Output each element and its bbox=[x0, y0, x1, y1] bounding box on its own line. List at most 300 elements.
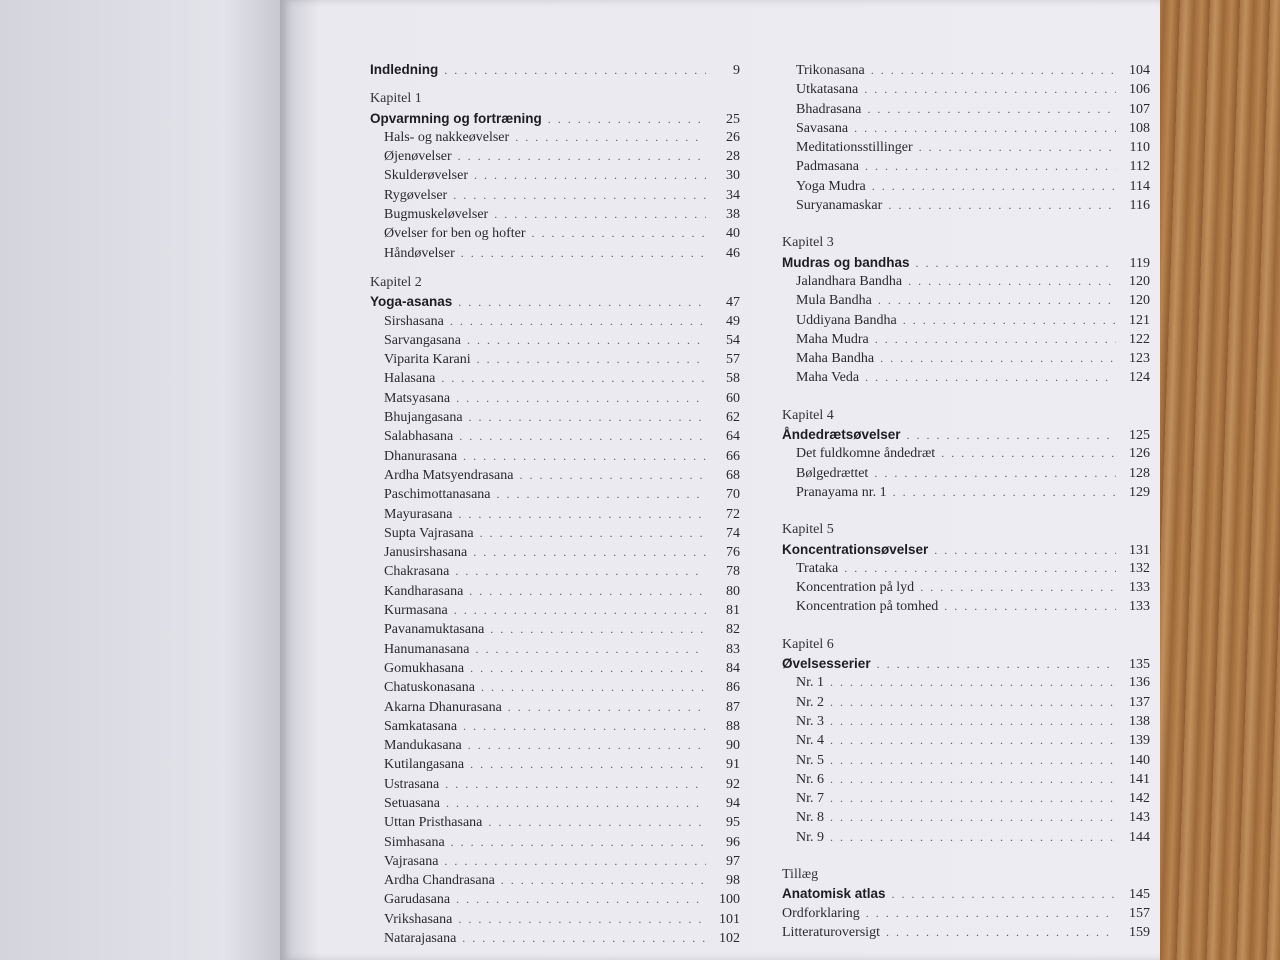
toc-page-number: 157 bbox=[1129, 905, 1150, 921]
toc-page-number: 101 bbox=[719, 911, 740, 927]
toc-page-number: 139 bbox=[1129, 733, 1150, 749]
toc-entry bbox=[370, 892, 740, 911]
toc-chapter-heading bbox=[782, 656, 1150, 675]
toc-entry-title: Nr. 4 bbox=[796, 733, 824, 749]
toc-entry-title: Indledning bbox=[370, 62, 439, 77]
toc-entry-title: Chatuskonasana bbox=[384, 680, 475, 696]
left-book-page bbox=[0, 0, 280, 960]
toc-page-number: 107 bbox=[1129, 101, 1150, 117]
toc-page-number: 78 bbox=[726, 564, 740, 580]
toc-entry-title: Hals- og nakkeøvelser bbox=[384, 129, 510, 145]
toc-page-number: 131 bbox=[1129, 542, 1150, 558]
toc-page-number: 125 bbox=[1129, 428, 1150, 444]
toc-leader-dots bbox=[441, 371, 706, 386]
toc-entry bbox=[370, 564, 740, 583]
toc-entry bbox=[370, 149, 740, 168]
toc-leader-dots bbox=[919, 140, 1116, 155]
toc-left-column bbox=[370, 62, 740, 950]
toc-entry-title: Uttan Pristhasana bbox=[384, 815, 483, 831]
toc-leader-dots bbox=[548, 112, 706, 127]
toc-page-number: 120 bbox=[1129, 293, 1150, 309]
toc-leader-dots bbox=[519, 468, 706, 483]
toc-chapter-heading bbox=[782, 542, 1150, 561]
toc-page-number: 140 bbox=[1129, 752, 1150, 768]
toc-chapter-label bbox=[370, 91, 740, 110]
toc-entry-title: Kutilangasana bbox=[384, 757, 465, 773]
toc-leader-dots bbox=[474, 168, 706, 183]
toc-entry bbox=[370, 622, 740, 641]
toc-entry bbox=[782, 599, 1150, 618]
toc-page-number: 58 bbox=[726, 371, 740, 387]
toc-entry-title: Meditationsstillinger bbox=[796, 140, 913, 156]
toc-page-number: 143 bbox=[1129, 810, 1150, 826]
toc-leader-dots bbox=[903, 313, 1116, 328]
toc-entry bbox=[782, 159, 1150, 178]
toc-spacer bbox=[782, 390, 1150, 408]
toc-entry-title: Hanumanasana bbox=[384, 641, 470, 657]
toc-page-number: 135 bbox=[1129, 657, 1150, 673]
toc-page-number: 136 bbox=[1129, 675, 1150, 691]
wooden-table-background bbox=[1150, 0, 1280, 960]
toc-page-number: 100 bbox=[719, 892, 740, 908]
toc-entry-title: Øvelser for ben og hofter bbox=[384, 226, 526, 242]
toc-leader-dots bbox=[468, 738, 706, 753]
toc-entry-title: Yoga-asanas bbox=[370, 294, 453, 310]
toc-page-number: 28 bbox=[726, 149, 740, 165]
toc-entry bbox=[782, 179, 1150, 198]
toc-page-number: 80 bbox=[726, 583, 740, 599]
toc-entry bbox=[782, 121, 1150, 140]
toc-page-number: 72 bbox=[726, 506, 740, 522]
toc-page-number: 25 bbox=[726, 111, 740, 127]
toc-page-number: 87 bbox=[726, 699, 740, 715]
toc-leader-dots bbox=[488, 815, 706, 830]
toc-entry-title: Håndøvelser bbox=[384, 245, 455, 261]
toc-page-number: 9 bbox=[733, 63, 740, 78]
toc-chapter-label bbox=[782, 408, 1150, 427]
toc-entry bbox=[370, 352, 740, 371]
toc-spacer bbox=[782, 619, 1150, 637]
toc-page-number: 90 bbox=[726, 738, 740, 754]
toc-page-number: 124 bbox=[1129, 370, 1150, 386]
toc-leader-dots bbox=[872, 179, 1116, 194]
toc-page-number: 74 bbox=[726, 525, 740, 541]
toc-page-number: 70 bbox=[726, 487, 740, 503]
toc-entry bbox=[782, 906, 1150, 925]
toc-entry bbox=[370, 468, 740, 487]
toc-entry-title: Koncentration på tomhed bbox=[796, 599, 939, 615]
toc-spacer bbox=[370, 81, 740, 91]
toc-leader-dots bbox=[458, 912, 706, 927]
toc-entry-title: Ordforklaring bbox=[782, 905, 860, 921]
toc-leader-dots bbox=[497, 487, 706, 502]
toc-page-number: 121 bbox=[1129, 312, 1150, 328]
toc-leader-dots bbox=[844, 561, 1116, 576]
toc-leader-dots bbox=[934, 543, 1116, 558]
toc-entry-title: Garudasana bbox=[384, 892, 451, 908]
toc-entry bbox=[370, 314, 740, 333]
toc-entry-title: Bølgedrættet bbox=[796, 465, 869, 481]
toc-entry bbox=[782, 753, 1150, 772]
toc-chapter-label bbox=[782, 637, 1150, 656]
toc-page-number: 126 bbox=[1129, 446, 1150, 462]
toc-chapter-label bbox=[370, 275, 740, 294]
toc-page-number: 81 bbox=[726, 603, 740, 619]
toc-entry bbox=[370, 603, 740, 622]
toc-leader-dots bbox=[871, 63, 1116, 78]
toc-spacer bbox=[782, 849, 1150, 867]
toc-entry bbox=[782, 293, 1150, 312]
toc-page-number: 112 bbox=[1129, 159, 1150, 175]
toc-page-number: 86 bbox=[726, 680, 740, 696]
toc-entry-title: Nr. 3 bbox=[796, 713, 824, 729]
toc-entry-title: Øvelsesserier bbox=[782, 656, 871, 672]
toc-leader-dots bbox=[864, 82, 1116, 97]
toc-entry-title: Setuasana bbox=[384, 795, 440, 811]
toc-leader-dots bbox=[501, 873, 706, 888]
toc-entry bbox=[370, 738, 740, 757]
toc-entry-title: Nr. 9 bbox=[796, 829, 824, 845]
toc-page-number: 144 bbox=[1129, 829, 1150, 845]
toc-entry bbox=[782, 313, 1150, 332]
toc-entry-title: Bhujangasana bbox=[384, 410, 463, 426]
toc-entry-title: Kapitel 4 bbox=[782, 407, 834, 423]
toc-entry-title: Ardha Matsyendrasana bbox=[384, 467, 514, 483]
toc-entry-title: Sarvangasana bbox=[384, 332, 461, 348]
toc-entry-title: Ardha Chandrasana bbox=[384, 873, 495, 889]
toc-entry-title: Ustrasana bbox=[384, 776, 440, 792]
toc-entry bbox=[370, 661, 740, 680]
toc-leader-dots bbox=[456, 391, 706, 406]
toc-entry-title: Rygøvelser bbox=[384, 187, 448, 203]
toc-page-number: 145 bbox=[1129, 887, 1150, 903]
toc-leader-dots bbox=[941, 446, 1116, 461]
toc-entry-title: Salabhasana bbox=[384, 429, 454, 445]
toc-entry-title: Nr. 7 bbox=[796, 791, 824, 807]
toc-leader-dots bbox=[830, 830, 1116, 845]
toc-page-number: 108 bbox=[1129, 120, 1150, 136]
toc-leader-dots bbox=[877, 657, 1116, 672]
toc-entry-title: Bugmuskeløvelser bbox=[384, 207, 489, 223]
toc-entry-title: Sirshasana bbox=[384, 313, 444, 329]
toc-page-number: 64 bbox=[726, 429, 740, 445]
toc-page-number: 137 bbox=[1129, 694, 1150, 710]
toc-entry bbox=[370, 391, 740, 410]
toc-leader-dots bbox=[880, 351, 1116, 366]
toc-leader-dots bbox=[494, 207, 706, 222]
toc-page-number: 40 bbox=[726, 226, 740, 242]
toc-page-number: 30 bbox=[726, 168, 740, 184]
toc-page-number: 104 bbox=[1129, 63, 1150, 78]
toc-leader-dots bbox=[453, 188, 706, 203]
toc-leader-dots bbox=[463, 719, 706, 734]
toc-entry-title: Maha Bandha bbox=[796, 351, 875, 367]
toc-page-number: 62 bbox=[726, 410, 740, 426]
toc-entry bbox=[370, 545, 740, 564]
toc-leader-dots bbox=[444, 854, 706, 869]
toc-page-number: 97 bbox=[726, 853, 740, 869]
toc-leader-dots bbox=[865, 159, 1116, 174]
toc-entry bbox=[370, 757, 740, 776]
toc-spacer bbox=[370, 265, 740, 275]
toc-leader-dots bbox=[445, 777, 706, 792]
toc-entry-title: Suryanamaskar bbox=[796, 198, 883, 214]
toc-entry bbox=[370, 449, 740, 468]
toc-leader-dots bbox=[480, 526, 706, 541]
toc-leader-dots bbox=[830, 714, 1116, 729]
toc-leader-dots bbox=[830, 733, 1116, 748]
toc-entry bbox=[370, 333, 740, 352]
toc-entry bbox=[782, 733, 1150, 752]
toc-entry-title: Savasana bbox=[796, 120, 849, 136]
toc-page-number: 122 bbox=[1129, 331, 1150, 347]
toc-entry-title: Vajrasana bbox=[384, 853, 439, 869]
toc-entry bbox=[370, 680, 740, 699]
toc-entry-title: Øjenøvelser bbox=[384, 149, 452, 165]
toc-entry-title: Kapitel 6 bbox=[782, 636, 834, 652]
toc-page-number: 129 bbox=[1129, 484, 1150, 500]
toc-entry-title: Det fuldkomne åndedræt bbox=[796, 446, 936, 462]
toc-chapter-heading bbox=[782, 427, 1150, 446]
toc-entry bbox=[782, 274, 1150, 293]
toc-leader-dots bbox=[875, 332, 1116, 347]
toc-spacer bbox=[782, 217, 1150, 235]
toc-entry-title: Nr. 8 bbox=[796, 810, 824, 826]
toc-page-number: 66 bbox=[726, 448, 740, 464]
toc-entry-title: Viparita Karani bbox=[384, 352, 471, 368]
toc-leader-dots bbox=[892, 887, 1116, 902]
toc-entry bbox=[370, 815, 740, 834]
toc-leader-dots bbox=[908, 274, 1116, 289]
toc-entry-title: Vrikshasana bbox=[384, 911, 453, 927]
toc-entry bbox=[782, 466, 1150, 485]
toc-entry-title: Paschimottanasana bbox=[384, 487, 491, 503]
toc-leader-dots bbox=[470, 661, 706, 676]
toc-leader-dots bbox=[867, 102, 1116, 117]
toc-entry bbox=[370, 371, 740, 390]
toc-entry-title: Kurmasana bbox=[384, 603, 448, 619]
toc-entry-title: Chakrasana bbox=[384, 564, 450, 580]
toc-page-number: 60 bbox=[726, 390, 740, 406]
toc-entry-title: Nr. 1 bbox=[796, 675, 824, 691]
toc-page-number: 120 bbox=[1129, 273, 1150, 289]
toc-page-number: 123 bbox=[1129, 351, 1150, 367]
toc-leader-dots bbox=[454, 603, 706, 618]
toc-entry-title: Kapitel 3 bbox=[782, 235, 834, 251]
toc-page-number: 106 bbox=[1129, 82, 1150, 98]
toc-page-number: 119 bbox=[1129, 255, 1150, 271]
toc-leader-dots bbox=[916, 256, 1116, 271]
toc-leader-dots bbox=[458, 507, 706, 522]
toc-entry-title: Opvarmning og fortræning bbox=[370, 110, 542, 126]
toc-entry-title: Mudras og bandhas bbox=[782, 254, 910, 270]
toc-entry bbox=[370, 835, 740, 854]
toc-entry-title: Pavanamuktasana bbox=[384, 622, 485, 638]
toc-leader-dots bbox=[459, 429, 706, 444]
toc-page-number: 38 bbox=[726, 207, 740, 223]
toc-entry bbox=[370, 487, 740, 506]
toc-leader-dots bbox=[532, 226, 706, 241]
toc-entry-title: Samkatasana bbox=[384, 718, 458, 734]
toc-page-number: 82 bbox=[726, 622, 740, 638]
toc-entry bbox=[370, 429, 740, 448]
toc-leader-dots bbox=[878, 293, 1116, 308]
toc-chapter-heading bbox=[782, 255, 1150, 274]
toc-chapter-label bbox=[782, 235, 1150, 254]
toc-entry-title: Koncentration på lyd bbox=[796, 580, 915, 596]
toc-page-number: 68 bbox=[726, 467, 740, 483]
toc-entry bbox=[370, 226, 740, 245]
toc-entry bbox=[782, 791, 1150, 810]
toc-leader-dots bbox=[446, 796, 706, 811]
toc-leader-dots bbox=[467, 333, 706, 348]
toc-page-number: 88 bbox=[726, 718, 740, 734]
toc-page-number: 26 bbox=[726, 129, 740, 145]
toc-entry-title: Matsyasana bbox=[384, 390, 451, 406]
toc-page-number: 76 bbox=[726, 545, 740, 561]
toc-entry-title: Gomukhasana bbox=[384, 660, 465, 676]
toc-entry-title: Kapitel 5 bbox=[782, 522, 834, 538]
toc-leader-dots bbox=[944, 599, 1116, 614]
toc-entry-title: Uddiyana Bandha bbox=[796, 312, 897, 328]
toc-entry bbox=[370, 854, 740, 873]
toc-leader-dots bbox=[481, 680, 706, 695]
toc-chapter-label bbox=[782, 522, 1150, 541]
toc-leader-dots bbox=[508, 700, 706, 715]
toc-entry bbox=[370, 796, 740, 815]
toc-entry-title: Jalandhara Bandha bbox=[796, 273, 903, 289]
toc-leader-dots bbox=[469, 410, 706, 425]
toc-entry-title: Kapitel 2 bbox=[370, 274, 422, 290]
toc-right-column bbox=[782, 63, 1150, 944]
toc-chapter-heading bbox=[370, 294, 740, 313]
toc-entry bbox=[782, 580, 1150, 599]
toc-entry bbox=[370, 584, 740, 603]
toc-page-number: 98 bbox=[726, 873, 740, 889]
toc-leader-dots bbox=[830, 772, 1116, 787]
toc-leader-dots bbox=[461, 246, 706, 261]
toc-leader-dots bbox=[920, 580, 1116, 595]
toc-leader-dots bbox=[456, 892, 706, 907]
toc-entry-title: Åndedrætsøvelser bbox=[782, 427, 901, 443]
toc-entry-title: Trataka bbox=[796, 560, 839, 576]
toc-entry-title: Mandukasana bbox=[384, 738, 462, 754]
toc-entry bbox=[782, 925, 1150, 944]
toc-entry bbox=[782, 332, 1150, 351]
toc-page-number: 95 bbox=[726, 815, 740, 831]
toc-page-number: 142 bbox=[1129, 791, 1150, 807]
toc-entry-title: Litteraturoversigt bbox=[782, 924, 880, 940]
toc-entry bbox=[782, 63, 1150, 82]
toc-entry bbox=[782, 695, 1150, 714]
toc-entry-title: Nr. 5 bbox=[796, 752, 824, 768]
toc-entry-title: Nr. 6 bbox=[796, 771, 824, 787]
toc-entry-title: Halasana bbox=[384, 371, 436, 387]
toc-leader-dots bbox=[490, 622, 706, 637]
toc-entry-title: Janusirshasana bbox=[384, 545, 468, 561]
toc-page-number: 128 bbox=[1129, 465, 1150, 481]
toc-entry bbox=[782, 140, 1150, 159]
toc-entry bbox=[782, 351, 1150, 370]
toc-entry bbox=[370, 188, 740, 207]
toc-entry bbox=[370, 700, 740, 719]
toc-page-number: 91 bbox=[726, 757, 740, 773]
toc-chapter-heading bbox=[370, 62, 740, 81]
toc-leader-dots bbox=[455, 564, 706, 579]
toc-entry bbox=[782, 485, 1150, 504]
toc-page-number: 116 bbox=[1129, 198, 1150, 214]
toc-entry-title: Tillæg bbox=[782, 866, 819, 882]
toc-entry bbox=[370, 719, 740, 738]
toc-entry bbox=[370, 642, 740, 661]
toc-page-number: 133 bbox=[1129, 580, 1150, 596]
toc-entry bbox=[370, 168, 740, 187]
toc-leader-dots bbox=[473, 545, 706, 560]
toc-entry bbox=[782, 830, 1150, 849]
toc-entry-title: Kandharasana bbox=[384, 583, 464, 599]
toc-leader-dots bbox=[515, 130, 706, 145]
toc-leader-dots bbox=[865, 370, 1116, 385]
toc-leader-dots bbox=[874, 466, 1116, 481]
toc-leader-dots bbox=[462, 931, 706, 946]
toc-entry-title: Pranayama nr. 1 bbox=[796, 484, 887, 500]
toc-entry bbox=[782, 370, 1150, 389]
toc-entry bbox=[370, 931, 740, 950]
toc-leader-dots bbox=[854, 121, 1116, 136]
toc-page-number: 159 bbox=[1129, 924, 1150, 940]
toc-leader-dots bbox=[469, 584, 706, 599]
toc-entry-title: Mula Bandha bbox=[796, 293, 872, 309]
toc-entry bbox=[782, 772, 1150, 791]
toc-leader-dots bbox=[458, 295, 706, 310]
toc-entry bbox=[782, 198, 1150, 217]
toc-page-number: 92 bbox=[726, 776, 740, 792]
toc-leader-dots bbox=[476, 642, 706, 657]
toc-entry-title: Supta Vajrasana bbox=[384, 525, 474, 541]
toc-entry bbox=[782, 446, 1150, 465]
toc-entry-title: Dhanurasana bbox=[384, 448, 458, 464]
toc-spacer bbox=[782, 504, 1150, 522]
toc-leader-dots bbox=[451, 835, 706, 850]
toc-entry-title: Mayurasana bbox=[384, 506, 453, 522]
toc-entry bbox=[370, 526, 740, 545]
toc-entry-title: Koncentrationsøvelser bbox=[782, 541, 929, 557]
toc-leader-dots bbox=[470, 757, 706, 772]
toc-page-number: 83 bbox=[726, 641, 740, 657]
toc-chapter-heading bbox=[782, 886, 1150, 905]
toc-leader-dots bbox=[830, 753, 1116, 768]
toc-page-number: 133 bbox=[1129, 599, 1150, 615]
toc-page-number: 114 bbox=[1129, 178, 1150, 194]
toc-leader-dots bbox=[907, 428, 1116, 443]
toc-entry bbox=[370, 507, 740, 526]
toc-entry-title: Maha Mudra bbox=[796, 331, 869, 347]
toc-entry bbox=[370, 410, 740, 429]
toc-leader-dots bbox=[866, 906, 1116, 921]
toc-page-number: 57 bbox=[726, 352, 740, 368]
toc-page-number: 96 bbox=[726, 834, 740, 850]
toc-entry-title: Anatomisk atlas bbox=[782, 886, 886, 902]
toc-page-number: 84 bbox=[726, 660, 740, 676]
toc-leader-dots bbox=[886, 925, 1116, 940]
toc-page-number: 102 bbox=[719, 931, 740, 947]
toc-page-number: 132 bbox=[1129, 560, 1150, 576]
toc-leader-dots bbox=[830, 791, 1116, 806]
toc-entry-title: Maha Veda bbox=[796, 370, 860, 386]
toc-entry bbox=[782, 714, 1150, 733]
toc-entry bbox=[782, 810, 1150, 829]
toc-entry bbox=[370, 207, 740, 226]
